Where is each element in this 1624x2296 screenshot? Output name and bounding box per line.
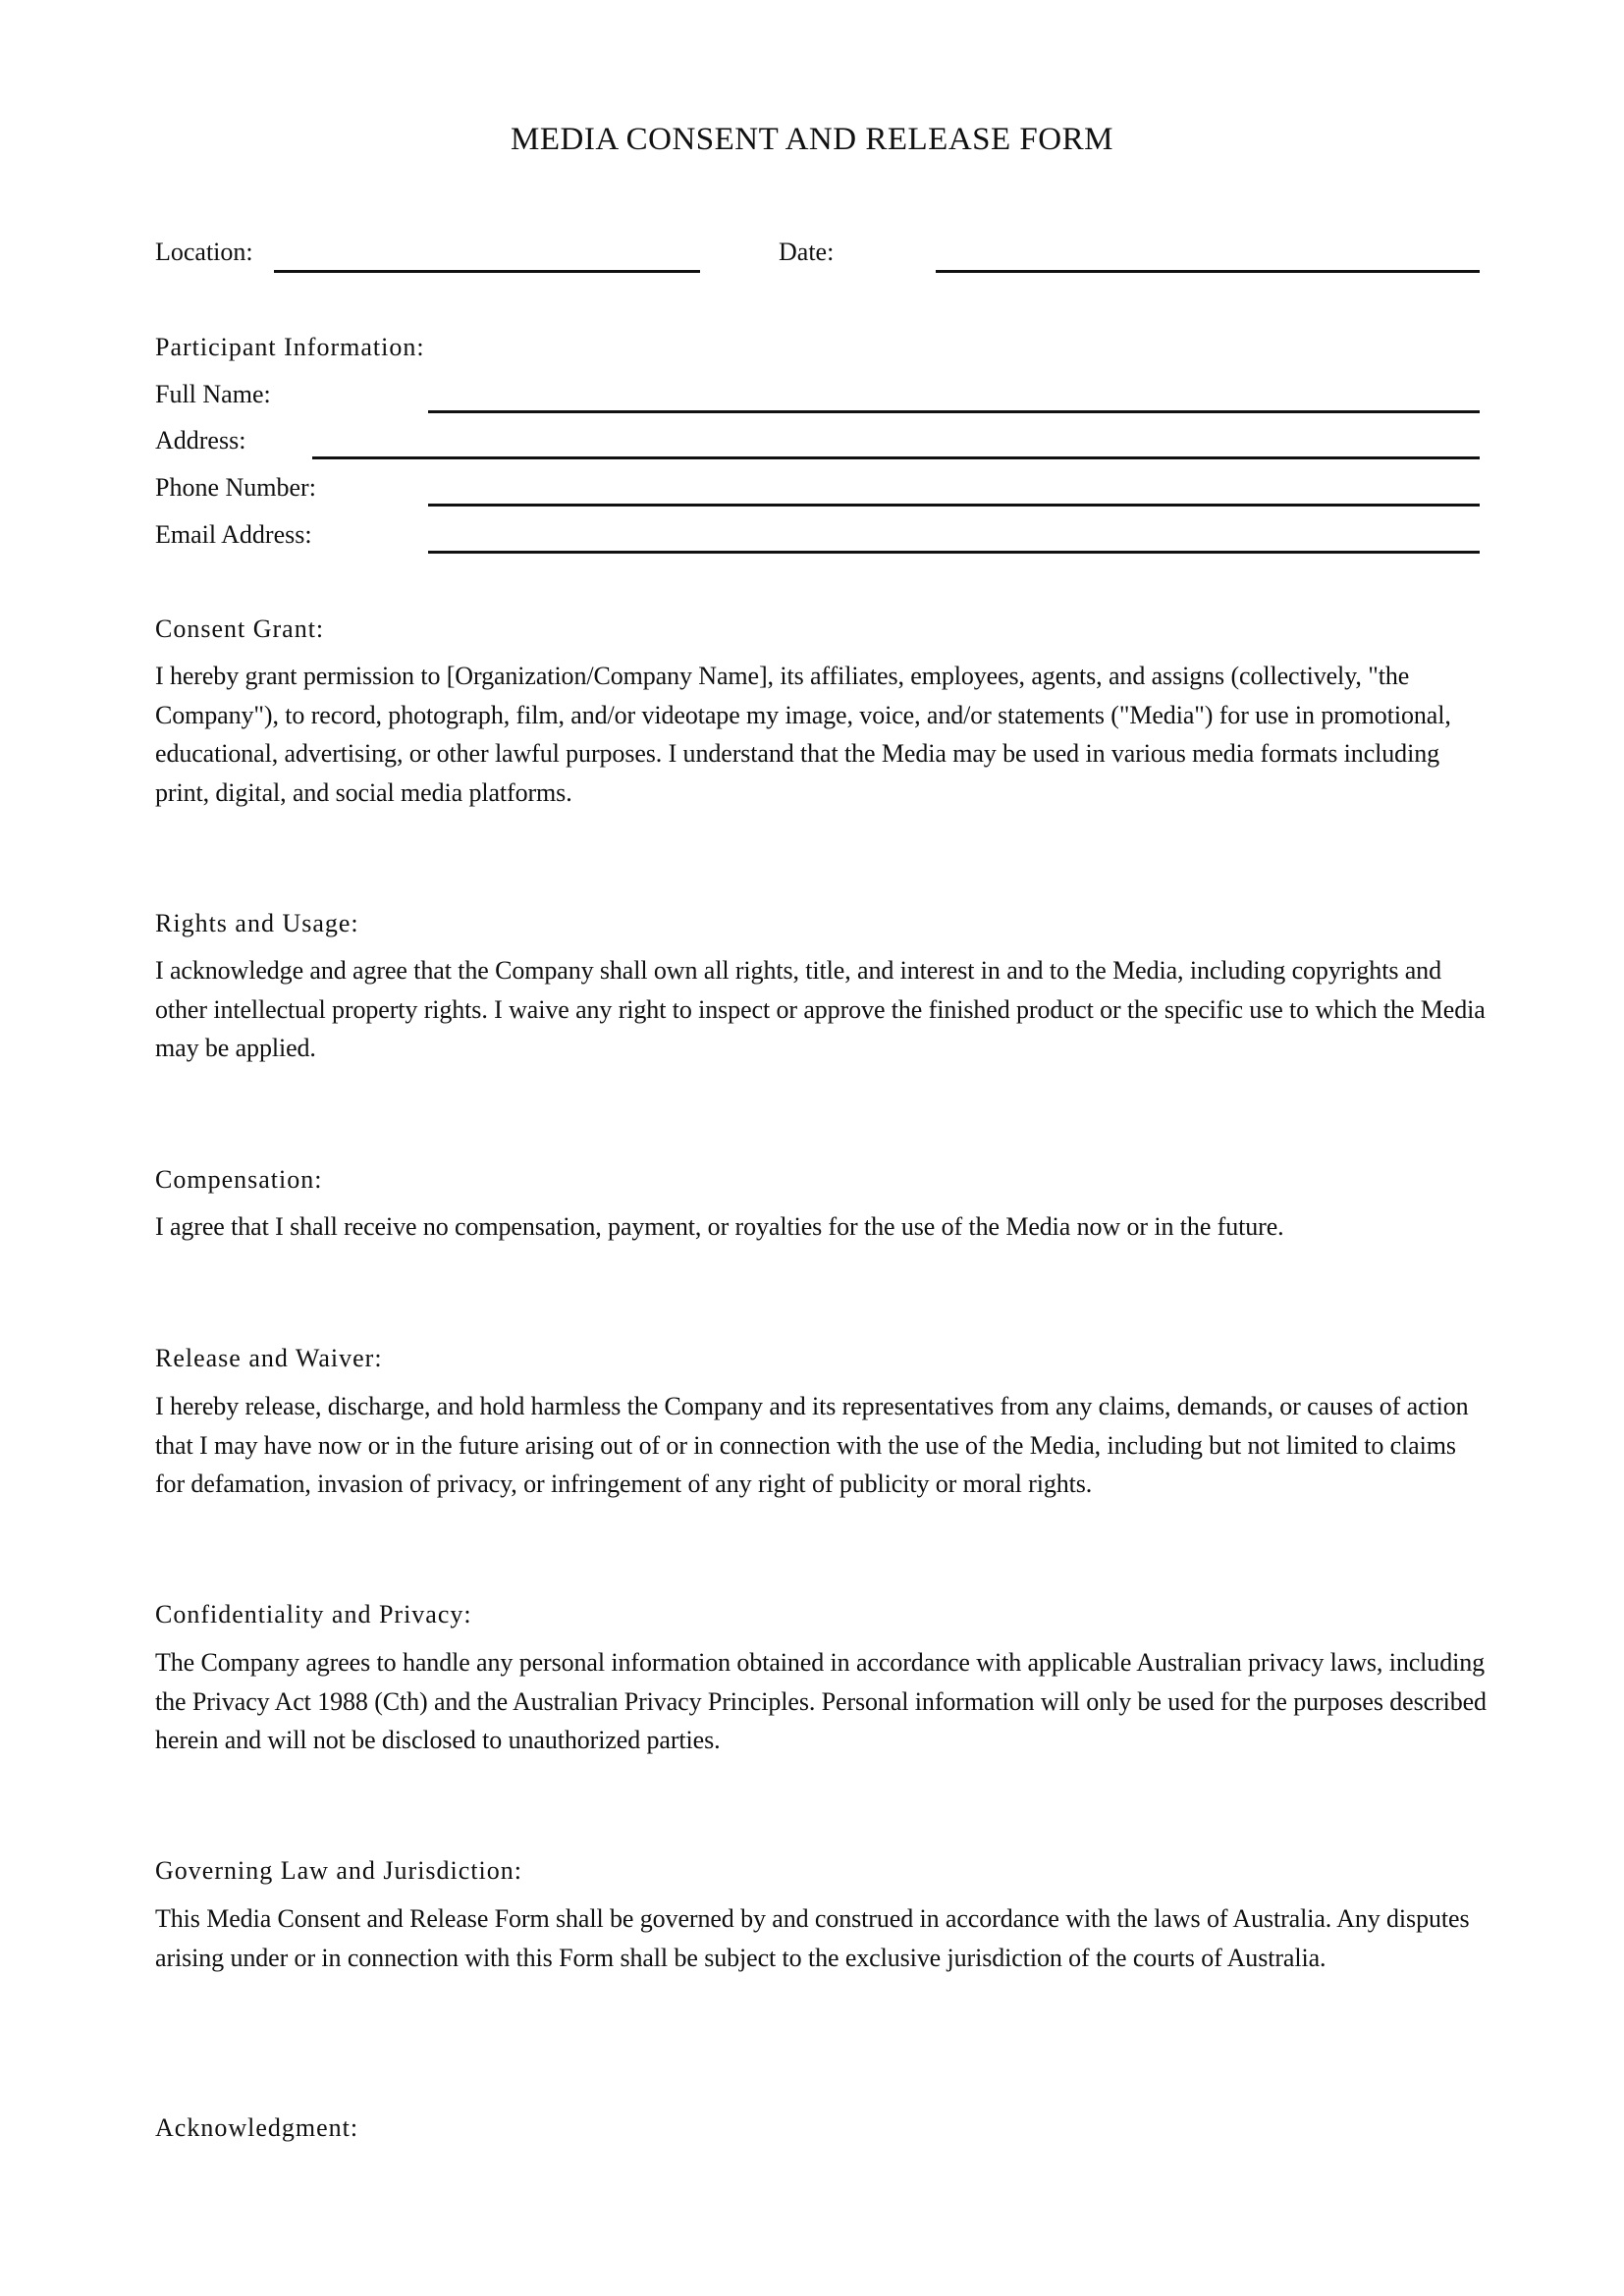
date-label: Date: (779, 238, 835, 266)
participant-heading: Participant Information: (155, 333, 425, 361)
address-field-line[interactable] (312, 456, 1480, 459)
section-text-rights-usage: I acknowledge and agree that the Company shall own all rights, title, and interest in and to the Media, including copyrights and other intellectual property rights. I waive any right to inspect or approve the finished product or the specific use to which the Media may be applied. (155, 956, 1486, 1062)
section-heading-acknowledgment: Acknowledgment: (155, 2113, 359, 2142)
full-name-label: Full Name: (155, 380, 271, 408)
form-title: MEDIA CONSENT AND RELEASE FORM (511, 122, 1113, 157)
section-text-consent-grant: I hereby grant permission to [Organization/Company Name], its affiliates, employees, agents, and assigns (collectively, "the Company"), to record, photograph, film, and/or videotape my image, voice, and/or statements ("Media") for use in promotional, educational, advertising, or other lawful purposes. I understand that the Media may be used in various media formats including print, digital, and social media platforms. (155, 662, 1451, 807)
location-label: Location: (155, 238, 253, 266)
location-field-line[interactable] (274, 270, 700, 273)
section-heading-confidentiality-privacy: Confidentiality and Privacy: (155, 1600, 472, 1629)
section-text-governing-law: This Media Consent and Release Form shall be governed by and construed in accordance with the laws of Australia. Any disputes arising under or in connection with this Form shall be subject to the exclusive jurisdiction of the courts of Australia. (155, 1904, 1470, 1972)
full-name-field-line[interactable] (428, 410, 1480, 413)
section-heading-release-waiver: Release and Waiver: (155, 1344, 383, 1372)
section-text-confidentiality-privacy: The Company agrees to handle any personal information obtained in accordance with applicable Australian privacy laws, including the Privacy Act 1988 (Cth) and the Australian Privacy Principles. Personal information will only be used for the purposes described herein and will not be disclosed to unauthorized parties. (155, 1648, 1487, 1754)
date-field-line[interactable] (936, 270, 1480, 273)
section-heading-rights-usage: Rights and Usage: (155, 909, 359, 937)
phone-number-label: Phone Number: (155, 473, 316, 502)
section-text-release-waiver: I hereby release, discharge, and hold harmless the Company and its representatives from any claims, demands, or causes of action that I may have now or in the future arising out of or in connection with the use of the Media, including but not limited to claims for defamation, invasion of privacy, or infringement of any right of publicity or moral rights. (155, 1392, 1469, 1498)
section-heading-governing-law: Governing Law and Jurisdiction: (155, 1856, 522, 1885)
email-address-label: Email Address: (155, 520, 312, 549)
address-label: Address: (155, 426, 246, 454)
section-heading-consent-grant: Consent Grant: (155, 614, 325, 643)
phone-number-field-line[interactable] (428, 504, 1480, 507)
section-heading-compensation: Compensation: (155, 1165, 323, 1194)
email-address-field-line[interactable] (428, 551, 1480, 554)
section-text-compensation: I agree that I shall receive no compensation, payment, or royalties for the use of the Media now or in the future. (155, 1212, 1284, 1241)
